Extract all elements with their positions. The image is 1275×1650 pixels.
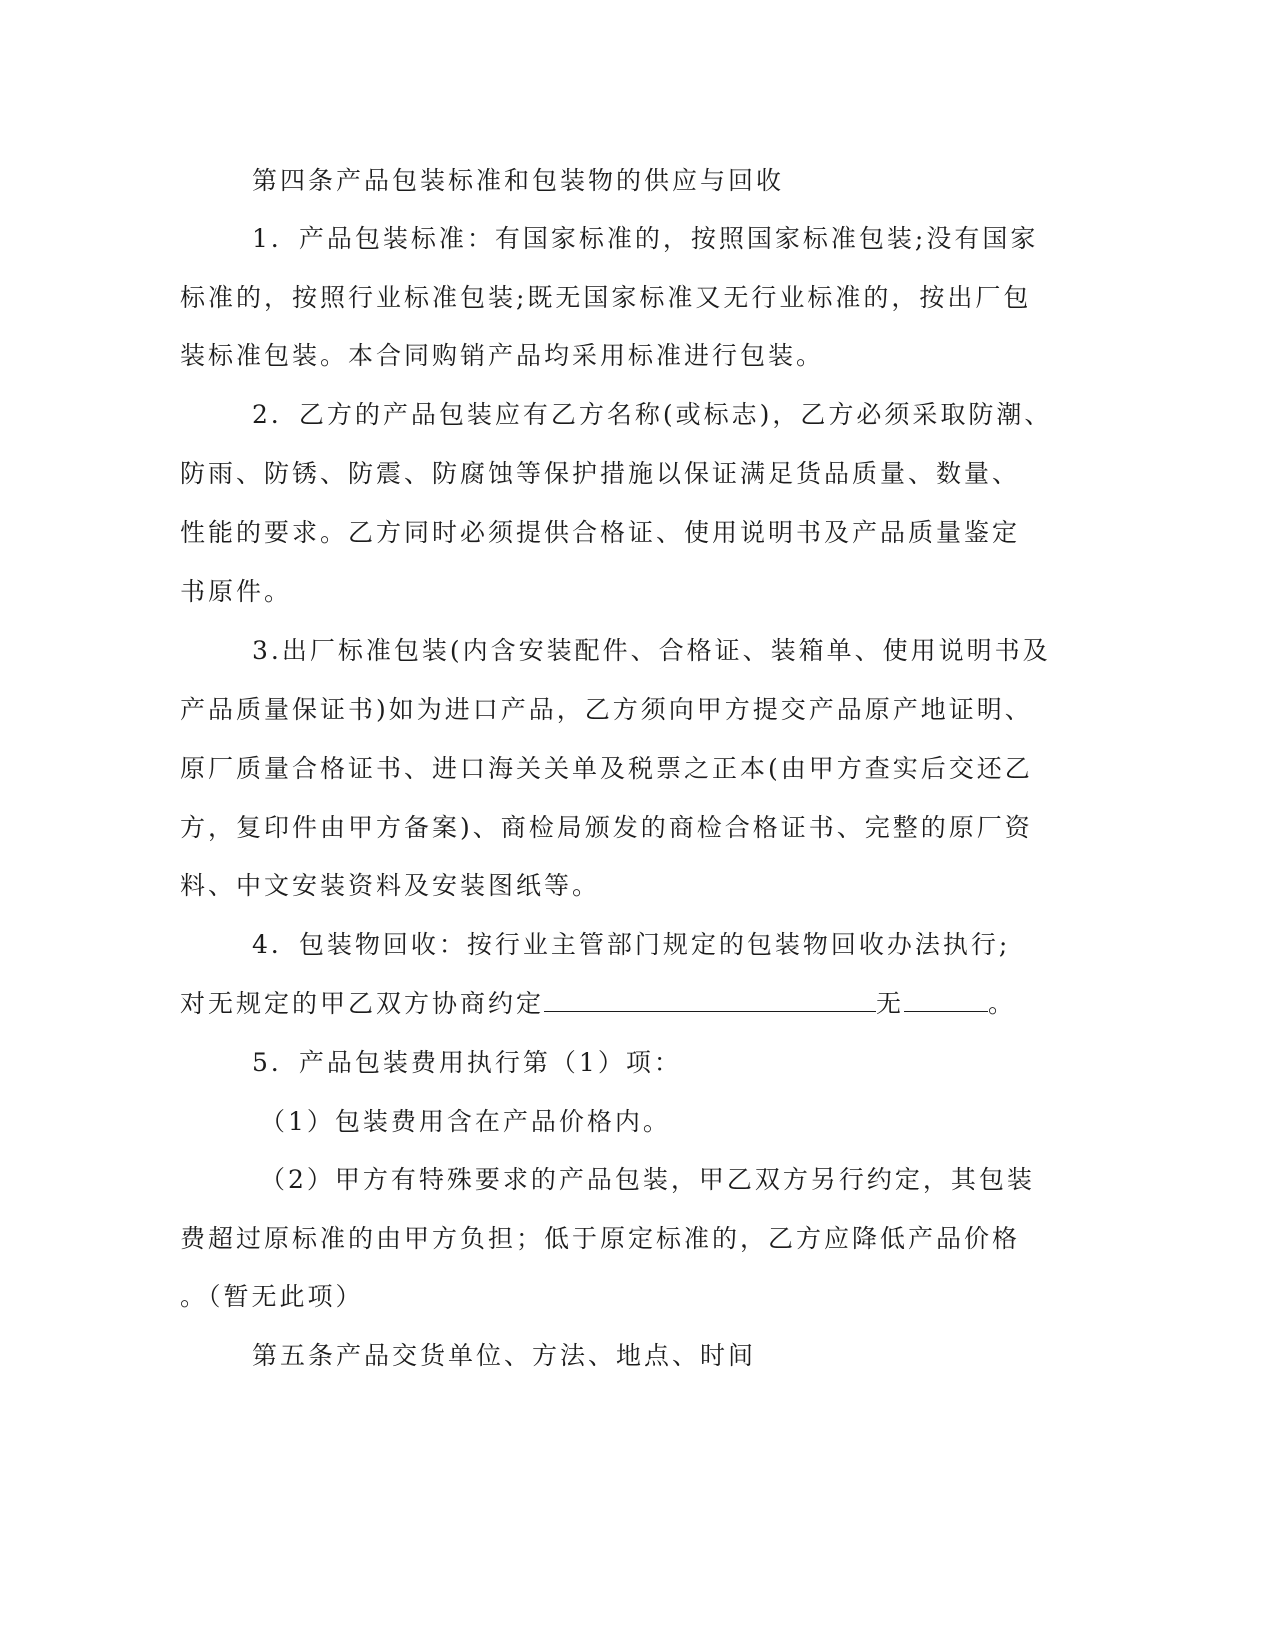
clause5-option2-line2: 费超过原标准的由甲方负担；低于原定标准的，乙方应降低产品价格: [180, 1224, 1021, 1253]
clause3-line2: 产品质量保证书)如为进口产品，乙方须向甲方提交产品原产地证明、: [180, 695, 1033, 724]
clause4-line2-end: 。: [988, 989, 1017, 1018]
clause5-heading: 5．产品包装费用执行第（1）项：: [252, 1048, 682, 1077]
clause1-line2: 标准的，按照行业标准包装;既无国家标准又无行业标准的，按出厂包: [180, 283, 1032, 312]
clause5-option2-line3: 。（暂无此项）: [180, 1282, 364, 1311]
clause3-line4: 方，复印件由甲方备案)、商检局颁发的商检合格证书、完整的原厂资: [180, 813, 1033, 842]
clause3-line1: 3.出厂标准包装(内含安装配件、合格证、装箱单、使用说明书及: [252, 636, 1051, 665]
clause2-line2: 防雨、防锈、防震、防腐蚀等保护措施以保证满足货品质量、数量、: [180, 459, 1021, 488]
clause5-option1: （1）包装费用含在产品价格内。: [260, 1107, 671, 1136]
fill-in-blank-long: [544, 989, 876, 1012]
clause1-line3: 装标准包装。本合同购销产品均采用标准进行包装。: [180, 341, 825, 370]
clause5-option2-line1: （2）甲方有特殊要求的产品包装，甲乙双方另行约定，其包装: [260, 1165, 1035, 1194]
clause2-line1: 2．乙方的产品包装应有乙方名称(或标志)，乙方必须采取防潮、: [252, 400, 1053, 429]
fill-in-blank-short: [904, 989, 988, 1012]
article5-heading: 第五条产品交货单位、方法、地点、时间: [252, 1341, 757, 1370]
clause3-line5: 料、中文安装资料及安装图纸等。: [180, 871, 601, 900]
clause4-fill-value: 无: [876, 989, 905, 1018]
clause4-line2: [180, 989, 1016, 1019]
clause4-line1: 4．包装物回收：按行业主管部门规定的包装物回收办法执行;: [252, 930, 1011, 959]
clause2-line4: 书原件。: [180, 577, 293, 606]
clause2-line3: 性能的要求。乙方同时必须提供合格证、使用说明书及产品质量鉴定: [180, 518, 1021, 547]
clause4-line2-prefix: 对无规定的甲乙双方协商约定: [180, 989, 545, 1018]
clause3-line3: 原厂质量合格证书、进口海关关单及税票之正本(由甲方查实后交还乙: [180, 754, 1033, 783]
article4-heading: 第四条产品包装标准和包装物的供应与回收: [252, 166, 785, 195]
clause1-line1: 1．产品包装标准：有国家标准的，按照国家标准包装;没有国家: [252, 224, 1039, 253]
